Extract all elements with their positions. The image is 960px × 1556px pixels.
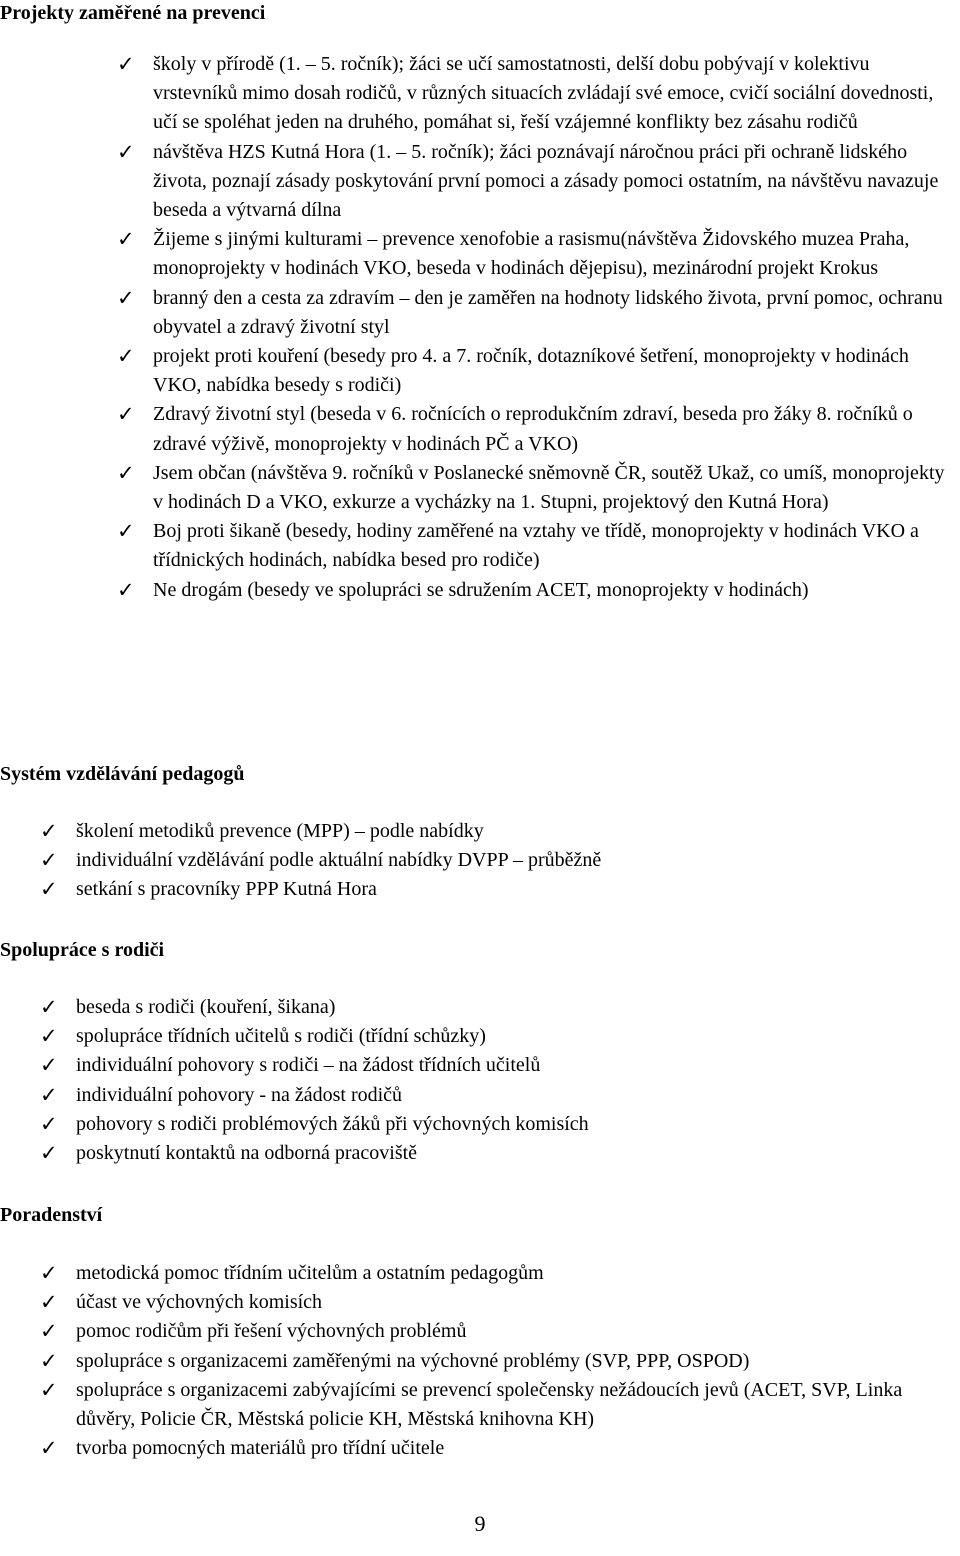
prevention-projects-list <box>117 50 953 605</box>
list-item: ✓ školy v přírodě (1. – 5. ročník); žáci se učí samostatnosti, delší dobu pobývají v kolektivu vrstevníků mimo dosah rodičů, v různých situacích zvládají své emoce, cvičí sociální dovednosti, učí se spoléhat jeden na druhého, pomáhat si, řeší vzájemné konflikty bez zásahu rodičů <box>117 52 934 134</box>
checkmark-icon: ✓ <box>117 139 135 164</box>
section-title-parents: Spolupráce s rodiči <box>0 939 165 961</box>
checkmark-icon: ✓ <box>40 1053 58 1078</box>
list-item: ✓ spolupráce třídních učitelů s rodiči (třídní schůzky) <box>76 1022 956 1051</box>
list-item: ✓ individuální pohovory s rodiči – na žádost třídních učitelů <box>76 1051 956 1080</box>
list-item: ✓ beseda s rodiči (kouření, šikana) <box>76 993 956 1022</box>
checkmark-icon: ✓ <box>40 1436 58 1461</box>
checkmark-icon: ✓ <box>117 577 135 602</box>
checkmark-icon: ✓ <box>117 227 135 252</box>
list-item: ✓ Zdravý životní styl (beseda v 6. ročnících o reprodukčním zdraví, beseda pro žáky 8. ročníků o zdravé výživě, monoprojekty v hodinách PČ a VKO) <box>117 402 913 455</box>
checkmark-icon: ✓ <box>117 402 135 427</box>
list-item: ✓ individuální vzdělávání podle aktuální nabídky DVPP – průběžně <box>76 846 956 875</box>
checkmark-icon: ✓ <box>40 1377 58 1402</box>
checkmark-icon: ✓ <box>40 1319 58 1344</box>
checkmark-icon: ✓ <box>40 848 58 873</box>
checkmark-icon: ✓ <box>117 519 135 544</box>
section-title-teacher-education: Systém vzdělávání pedagogů <box>0 763 245 785</box>
list-item: ✓ Žijeme s jinými kulturami – prevence xenofobie a rasismu(návštěva Židovského muzea Praha, monoprojekty v hodinách VKO, beseda v hodinách dějepisu), mezinárodní projekt Krokus <box>117 227 910 280</box>
list-item: ✓ Jsem občan (návštěva 9. ročníků v Poslanecké sněmovně ČR, soutěž Ukaž, co umíš, monoprojekty v hodinách D a VKO, exkurze a vycházky na 1. Stupni, projektový den Kutná Hora) <box>117 460 945 514</box>
list-item: ✓ Ne drogám (besedy ve spolupráci se sdružením ACET, monoprojekty v hodinách) <box>153 576 953 605</box>
list-item: ✓ návštěva HZS Kutná Hora (1. – 5. ročník); žáci poznávají náročnou práci při ochraně lidského života, poznají zásady poskytování první pomoci a zásady pomoci ostatním, na návštěvu navazuje beseda a výtvarná dílna <box>117 139 939 222</box>
checkmark-icon: ✓ <box>117 52 135 76</box>
checkmark-icon: ✓ <box>40 1290 58 1315</box>
list-item: ✓ individuální pohovory - na žádost rodičů <box>76 1081 956 1110</box>
list-item: ✓ účast ve výchovných komisích <box>76 1288 956 1317</box>
list-item: ✓ Boj proti šikaně (besedy, hodiny zaměřené na vztahy ve třídě, monoprojekty v hodinách VKO a třídnických hodinách, nabídka besed pro rodiče) <box>117 519 919 572</box>
list-item: ✓ branný den a cesta za zdravím – den je zaměřen na hodnoty lidského života, první pomoc, ochranu obyvatel a zdravý životní styl <box>117 285 943 338</box>
list-item: ✓ metodická pomoc třídním učitelům a ostatním pedagogům <box>76 1259 956 1288</box>
list-item: ✓ spolupráce s organizacemi zabývajícími se prevencí společensky nežádoucích jevů (ACET, SVP, Linka důvěry, Policie ČR, Městská policie KH, Městská knihovna KH) <box>40 1377 903 1431</box>
list-item: ✓ pomoc rodičům při řešení výchovných problémů <box>76 1317 956 1346</box>
list-item: ✓ tvorba pomocných materiálů pro třídní učitele <box>76 1434 956 1463</box>
list-item: ✓ projekt proti kouření (besedy pro 4. a 7. ročník, dotazníkové šetření, monoprojekty v hodinách VKO, nabídka besedy s rodiči) <box>117 344 909 397</box>
section-title-prevention: Projekty zaměřené na prevenci <box>0 2 266 24</box>
list-item: ✓ spolupráce s organizacemi zaměřenými na výchovné problémy (SVP, PPP, OSPOD) <box>76 1347 956 1376</box>
counseling-list <box>40 1259 956 1463</box>
list-item: ✓ školení metodiků prevence (MPP) – podle nabídky <box>76 817 956 846</box>
checkmark-icon: ✓ <box>117 460 135 485</box>
section-title-counseling: Poradenství <box>0 1204 103 1226</box>
checkmark-icon: ✓ <box>117 344 135 369</box>
checkmark-icon: ✓ <box>40 1261 58 1285</box>
list-item: ✓ pohovory s rodiči problémových žáků při výchovných komisích <box>76 1110 956 1139</box>
checkmark-icon: ✓ <box>117 285 135 310</box>
teacher-education-list <box>40 817 956 905</box>
checkmark-icon: ✓ <box>40 1111 58 1136</box>
parents-cooperation-list <box>40 993 956 1168</box>
page-number: 9 <box>474 1511 486 1536</box>
checkmark-icon: ✓ <box>40 995 58 1019</box>
checkmark-icon: ✓ <box>40 877 58 902</box>
checkmark-icon: ✓ <box>40 1082 58 1107</box>
list-item: ✓ poskytnutí kontaktů na odborná pracoviště <box>76 1139 956 1168</box>
list-item: ✓ setkání s pracovníky PPP Kutná Hora <box>76 875 956 904</box>
checkmark-icon: ✓ <box>40 1141 58 1166</box>
checkmark-icon: ✓ <box>40 819 58 843</box>
checkmark-icon: ✓ <box>40 1348 58 1373</box>
checkmark-icon: ✓ <box>40 1024 58 1049</box>
